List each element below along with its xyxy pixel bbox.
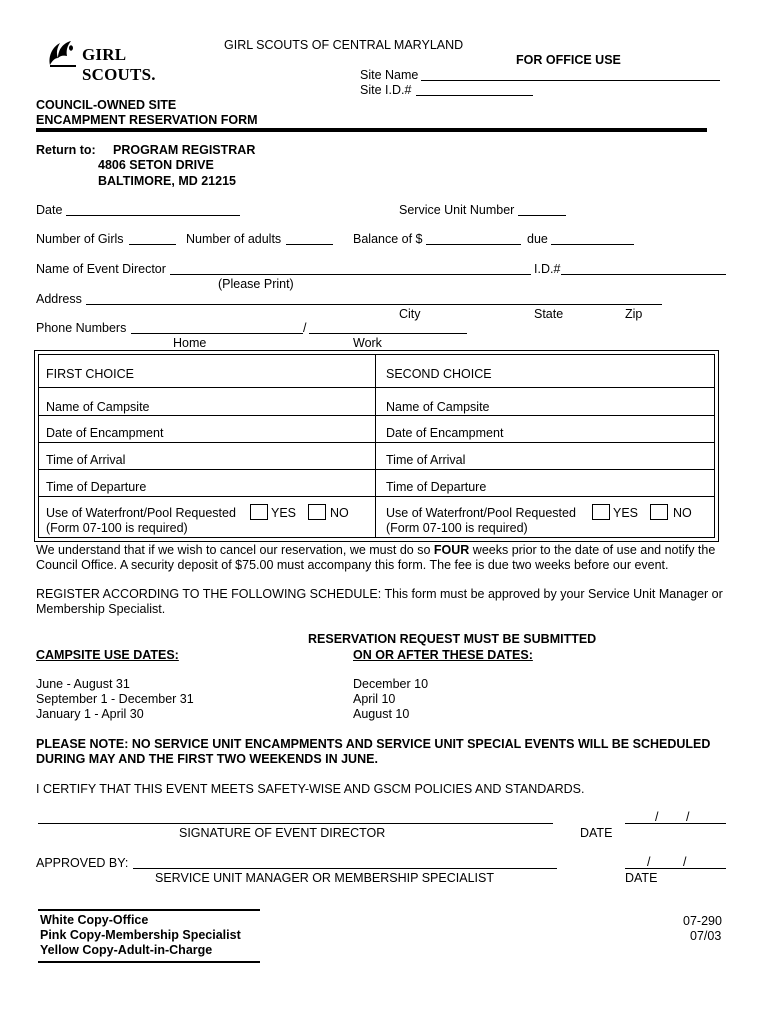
site-name-field[interactable]: [421, 80, 720, 81]
date-slash: /: [647, 855, 651, 869]
please-note: PLEASE NOTE: NO SERVICE UNIT ENCAMPMENTS AND SERVICE UNIT SPECIAL EVENTS WILL BE SCHEDULED DURING MAY AND THE FIRST TWO WEEKENDS IN JUNE.: [36, 737, 711, 766]
balance-field[interactable]: [426, 244, 521, 245]
second-yes-label: YES: [613, 506, 639, 520]
use-date-row3: January 1 - April 30: [36, 707, 144, 721]
copy-yellow: Yellow Copy-Adult-in-Charge: [40, 943, 213, 957]
table-row-divider: [38, 442, 715, 443]
return-to-line3: BALTIMORE, MD 21215: [98, 174, 236, 188]
choices-column-divider: [375, 354, 376, 538]
table-row-divider: [38, 496, 715, 497]
num-adults-label: Number of adults: [186, 232, 282, 246]
request-header-line2: ON OR AFTER THESE DATES:: [353, 648, 533, 662]
copy-white: White Copy-Office: [40, 913, 149, 927]
event-director-field[interactable]: [170, 274, 531, 275]
trefoil-icon: [46, 39, 80, 69]
second-choice-header: SECOND CHOICE: [386, 367, 492, 381]
first-form-note: (Form 07-100 is required): [46, 521, 188, 535]
second-no-checkbox[interactable]: [650, 504, 668, 520]
cancel-text-part1: We understand that if we wish to cancel our reservation, we must do so: [36, 543, 434, 557]
approver-caption: SERVICE UNIT MANAGER OR MEMBERSHIP SPECIALIST: [155, 871, 494, 885]
campsite-dates-header: CAMPSITE USE DATES:: [36, 648, 179, 662]
city-caption: City: [399, 307, 421, 321]
request-header-line1: RESERVATION REQUEST MUST BE SUBMITTED: [308, 632, 597, 646]
due-field[interactable]: [551, 244, 634, 245]
return-to-line2: 4806 SETON DRIVE: [98, 158, 214, 172]
header-rule: [36, 128, 707, 132]
first-departure-label[interactable]: Time of Departure: [46, 480, 147, 494]
site-name-label: Site Name: [360, 68, 419, 82]
date-slash: /: [655, 810, 659, 824]
event-director-signature-field[interactable]: [38, 823, 553, 824]
use-date-row1: June - August 31: [36, 677, 130, 691]
id-num-label: I.D.#: [534, 262, 561, 276]
cancel-text-part2: weeks prior to the date of use and notify the Council Office. A security deposit of $75.00 must accompany this form. The fee is due two weeks before our event.: [36, 543, 716, 572]
second-waterfront-label: Use of Waterfront/Pool Requested: [386, 506, 576, 520]
service-unit-label: Service Unit Number: [399, 203, 515, 217]
form-number: 07-290: [683, 914, 722, 928]
second-form-note: (Form 07-100 is required): [386, 521, 528, 535]
signature-date-caption: DATE: [580, 826, 613, 840]
copy-pink: Pink Copy-Membership Specialist: [40, 928, 241, 942]
return-to-label: Return to:: [36, 143, 96, 157]
certify-statement: I CERTIFY THAT THIS EVENT MEETS SAFETY-WISE AND GSCM POLICIES AND STANDARDS.: [36, 782, 585, 796]
second-encampment-date-label[interactable]: Date of Encampment: [386, 426, 504, 440]
first-yes-label: YES: [271, 506, 297, 520]
submit-date-row2: April 10: [353, 692, 396, 706]
girl-scouts-logo: [46, 37, 196, 84]
service-unit-field[interactable]: [518, 215, 566, 216]
submit-date-row3: August 10: [353, 707, 410, 721]
return-to-line1: PROGRAM REGISTRAR: [113, 143, 256, 157]
date-label: Date: [36, 203, 63, 217]
table-row-divider: [38, 469, 715, 470]
phone-label: Phone Numbers: [36, 321, 127, 335]
event-director-label: Name of Event Director: [36, 262, 166, 276]
register-instructions: REGISTER ACCORDING TO THE FOLLOWING SCHEDULE: This form must be approved by your Service Unit Manager or Membership Specialist.: [36, 587, 723, 616]
work-caption: Work: [353, 336, 382, 350]
first-waterfront-label: Use of Waterfront/Pool Requested: [46, 506, 236, 520]
council-name: GIRL SCOUTS OF CENTRAL MARYLAND: [224, 38, 464, 52]
cancel-weeks-emphasis: FOUR: [433, 543, 470, 557]
address-field[interactable]: [86, 304, 662, 305]
site-id-label: Site I.D.#: [360, 83, 412, 97]
first-choice-header: FIRST CHOICE: [46, 367, 134, 381]
date-slash: /: [686, 810, 690, 824]
approval-date-field[interactable]: [625, 868, 726, 869]
home-caption: Home: [173, 336, 207, 350]
id-num-field[interactable]: [561, 274, 726, 275]
approved-by-label: APPROVED BY:: [36, 856, 129, 870]
second-departure-label[interactable]: Time of Departure: [386, 480, 487, 494]
form-revision-date: 07/03: [690, 929, 722, 943]
form-title-line1: COUNCIL-OWNED SITE: [36, 98, 177, 112]
approver-signature-field[interactable]: [133, 868, 557, 869]
home-phone-field[interactable]: [131, 333, 303, 334]
state-caption: State: [534, 307, 564, 321]
second-yes-checkbox[interactable]: [592, 504, 610, 520]
please-print-note: (Please Print): [218, 277, 294, 291]
table-row-divider: [38, 387, 715, 388]
balance-label: Balance of $: [353, 232, 423, 246]
zip-caption: Zip: [625, 307, 643, 321]
signature-date-field[interactable]: [625, 823, 726, 824]
date-field[interactable]: [66, 215, 240, 216]
num-adults-field[interactable]: [286, 244, 333, 245]
form-title-line2: ENCAMPMENT RESERVATION FORM: [36, 113, 258, 127]
first-no-label: NO: [330, 506, 349, 520]
work-phone-field[interactable]: [309, 333, 467, 334]
num-girls-field[interactable]: [129, 244, 176, 245]
cancel-policy: [36, 543, 732, 573]
first-arrival-label[interactable]: Time of Arrival: [46, 453, 126, 467]
signature-caption: SIGNATURE OF EVENT DIRECTOR: [179, 826, 386, 840]
site-id-field[interactable]: [416, 95, 533, 96]
due-label: due: [527, 232, 548, 246]
num-girls-label: Number of Girls: [36, 232, 124, 246]
address-label: Address: [36, 292, 82, 306]
logo-text: GIRL SCOUTS.: [82, 45, 156, 84]
first-yes-checkbox[interactable]: [250, 504, 268, 520]
table-row-divider: [38, 415, 715, 416]
first-encampment-date-label[interactable]: Date of Encampment: [46, 426, 164, 440]
first-no-checkbox[interactable]: [308, 504, 326, 520]
second-campsite-label[interactable]: Name of Campsite: [386, 400, 490, 414]
submit-date-row1: December 10: [353, 677, 429, 691]
approval-date-caption: DATE: [625, 871, 658, 885]
phone-slash: /: [303, 321, 307, 335]
use-date-row2: September 1 - December 31: [36, 692, 194, 706]
second-no-label: NO: [673, 506, 692, 520]
second-arrival-label[interactable]: Time of Arrival: [386, 453, 466, 467]
date-slash: /: [683, 855, 687, 869]
office-use-title: FOR OFFICE USE: [516, 53, 621, 67]
first-campsite-label[interactable]: Name of Campsite: [46, 400, 150, 414]
